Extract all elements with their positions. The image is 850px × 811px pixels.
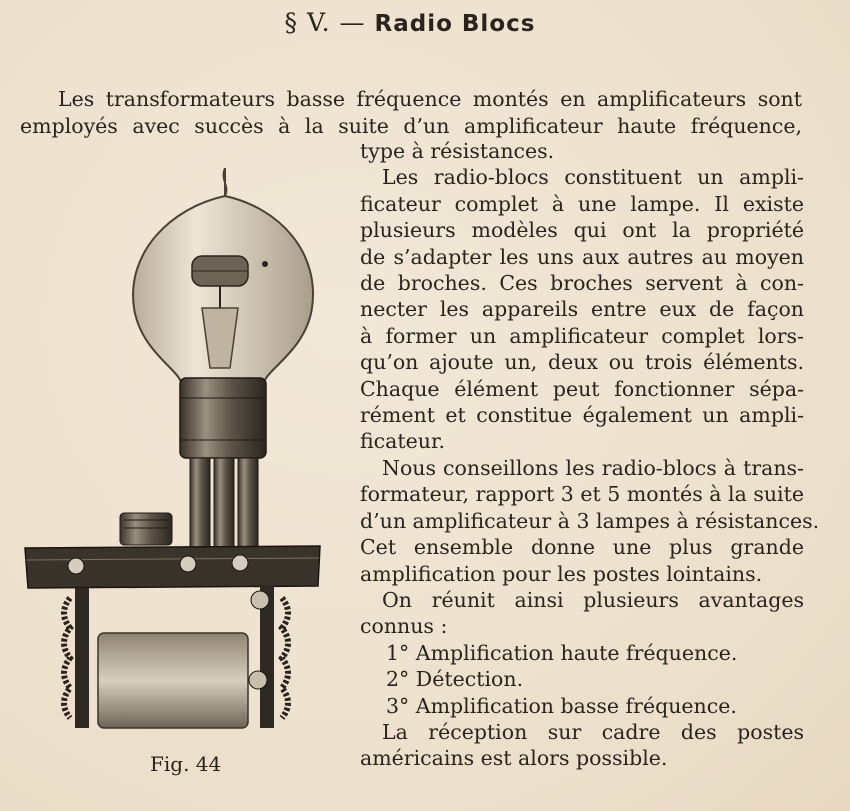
terminal-knob bbox=[120, 513, 172, 545]
text-line: d’un amplificateur à 3 lampes à résistances. bbox=[360, 508, 820, 533]
text-line: On réunit ainsi plusieurs avantages bbox=[382, 587, 804, 612]
text-line: amplification pour les postes lointains. bbox=[360, 561, 763, 586]
mounting-plate bbox=[25, 546, 320, 588]
advantages-list bbox=[360, 640, 804, 719]
text-line: de s’adapter les uns aux autres au moyen bbox=[360, 244, 804, 269]
intro-paragraph bbox=[20, 86, 802, 139]
text-line: de broches. Ces broches servent à con- bbox=[360, 271, 804, 296]
text-line: à former un amplificateur complet lors- bbox=[360, 323, 804, 348]
text-line: américains est alors possible. bbox=[360, 746, 668, 771]
text-line: connus : bbox=[360, 614, 448, 639]
text-line: qu’on ajoute un, deux ou trois éléments. bbox=[360, 350, 804, 375]
text-line: plusieurs modèles qui ont la propriété bbox=[360, 218, 804, 243]
list-item: 1° Amplification haute fréquence. bbox=[386, 640, 738, 665]
transformer-coil bbox=[64, 586, 288, 728]
text-line: type à résistances. bbox=[360, 139, 555, 163]
text-line: employés avec succès à la suite d’un amplificateur haute fréquence, bbox=[20, 113, 802, 138]
text-line: rément et constitue également un ampli- bbox=[360, 403, 804, 428]
text-line: Chaque élément peut fonctionner sépa- bbox=[360, 376, 804, 401]
text-line: formateur, rapport 3 et 5 montés à la suite bbox=[360, 482, 804, 507]
section-heading bbox=[0, 8, 820, 37]
section-number: § V. — bbox=[284, 8, 366, 37]
text-line: ficateur complet à une lampe. Il existe bbox=[360, 191, 804, 216]
text-line: Les transformateurs basse fréquence montés en amplificateurs sont bbox=[58, 87, 802, 111]
text-line: ficateur. bbox=[360, 429, 446, 454]
list-item: 3° Amplification basse fréquence. bbox=[386, 693, 737, 718]
text-line: necter les appareils entre eux de façon bbox=[360, 297, 804, 322]
text-line: Cet ensemble donne une plus grande bbox=[360, 535, 804, 560]
list-item: 2° Détection. bbox=[386, 667, 524, 692]
radio-bloc-illustration bbox=[20, 168, 330, 748]
figure-caption: Fig. 44 bbox=[150, 752, 222, 776]
text-line: La réception sur cadre des postes bbox=[382, 719, 804, 744]
text-column bbox=[360, 138, 820, 772]
section-title: Radio Blocs bbox=[374, 11, 536, 37]
vacuum-tube-bulb bbox=[133, 168, 313, 380]
text-line: Nous conseillons les radio-blocs à trans- bbox=[382, 455, 804, 480]
tube-base bbox=[180, 378, 266, 548]
text-line: Les radio-blocs constituent un ampli- bbox=[382, 165, 804, 190]
